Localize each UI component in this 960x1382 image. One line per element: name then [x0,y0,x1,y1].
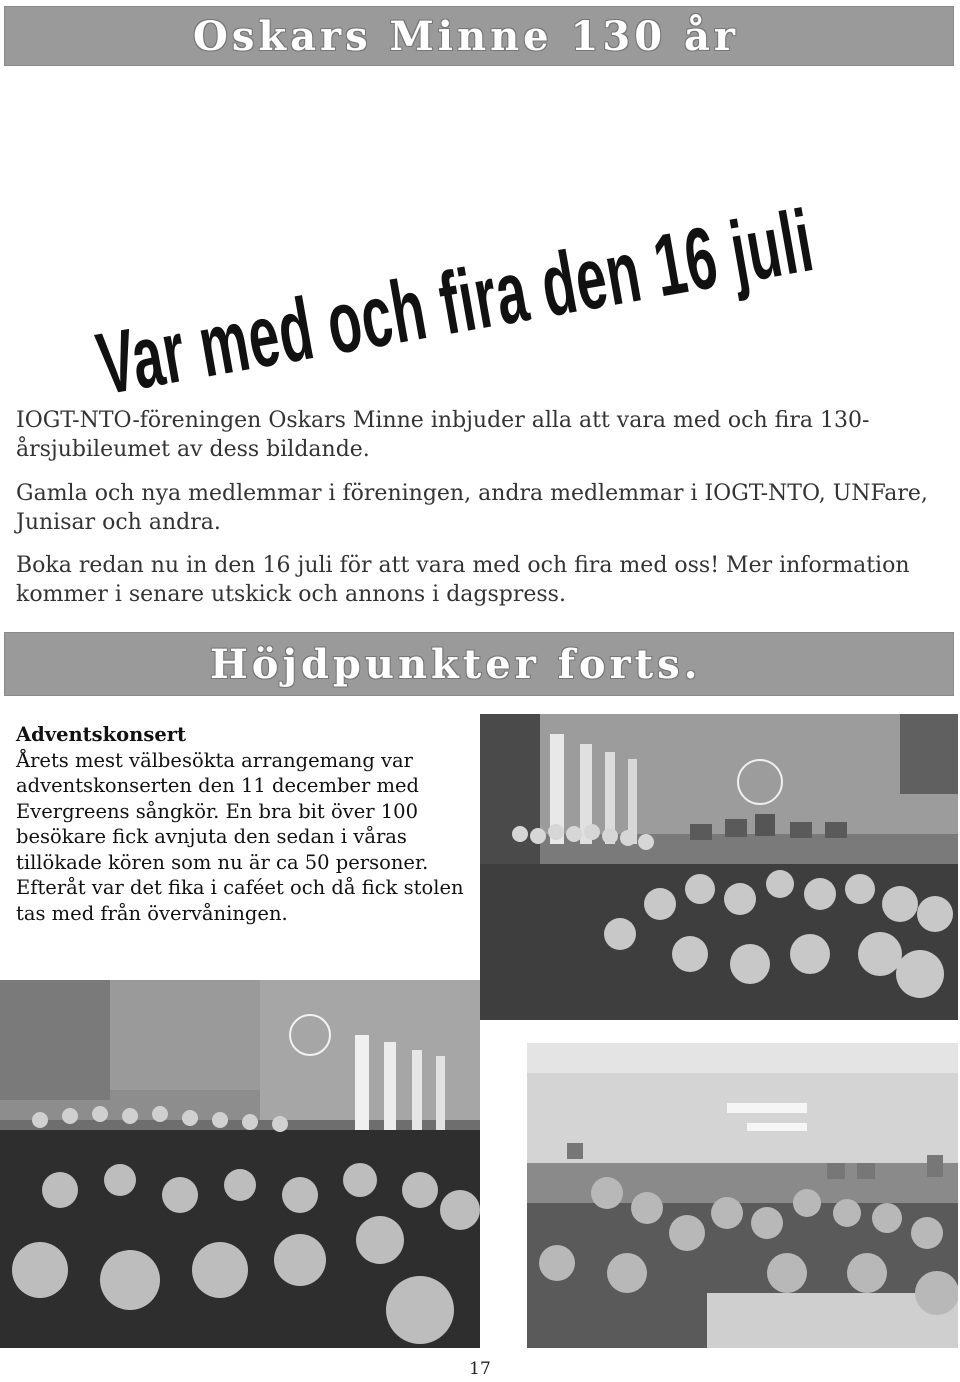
title-banner [4,6,954,66]
section-title: Höjdpunkter forts. [210,641,702,688]
page-title: Oskars Minne 130 år [193,13,739,60]
intro-paragraph-2: Gamla och nya medlemmar i föreningen, andra medlemmar i IOGT-NTO, UNFare, Junisar och andra. [16,481,928,535]
concert-photo [480,714,958,1020]
section-banner [4,632,954,696]
slogan-graphic [60,110,920,414]
slogan-text: Var med och fira den 16 juli [90,190,821,414]
article-heading: Adventskonsert [16,723,187,746]
article [16,722,476,926]
article-body: Årets mest välbesökta arrangemang var adventskonserten den 11 december med Evergreens sångkör. En bra bit över 100 besökare fick avnjuta den sedan i våras tillökade kören som nu är ca 50 personer. Efteråt var det fika i caféet och då fick stolen tas med från övervåningen. [16,748,464,925]
audience-photo [0,980,480,1348]
intro-paragraph-1: IOGT-NTO-föreningen Oskars Minne inbjuder alla att vara med och fira 130-årsjubileumet av dess bildande. [16,408,870,462]
page-number: 17 [469,1359,491,1379]
cafe-photo [527,1043,958,1348]
intro-paragraph-3: Boka redan nu in den 16 juli för att vara med och fira med oss! Mer information kommer i senare utskick och annons i dagspress. [16,553,910,607]
